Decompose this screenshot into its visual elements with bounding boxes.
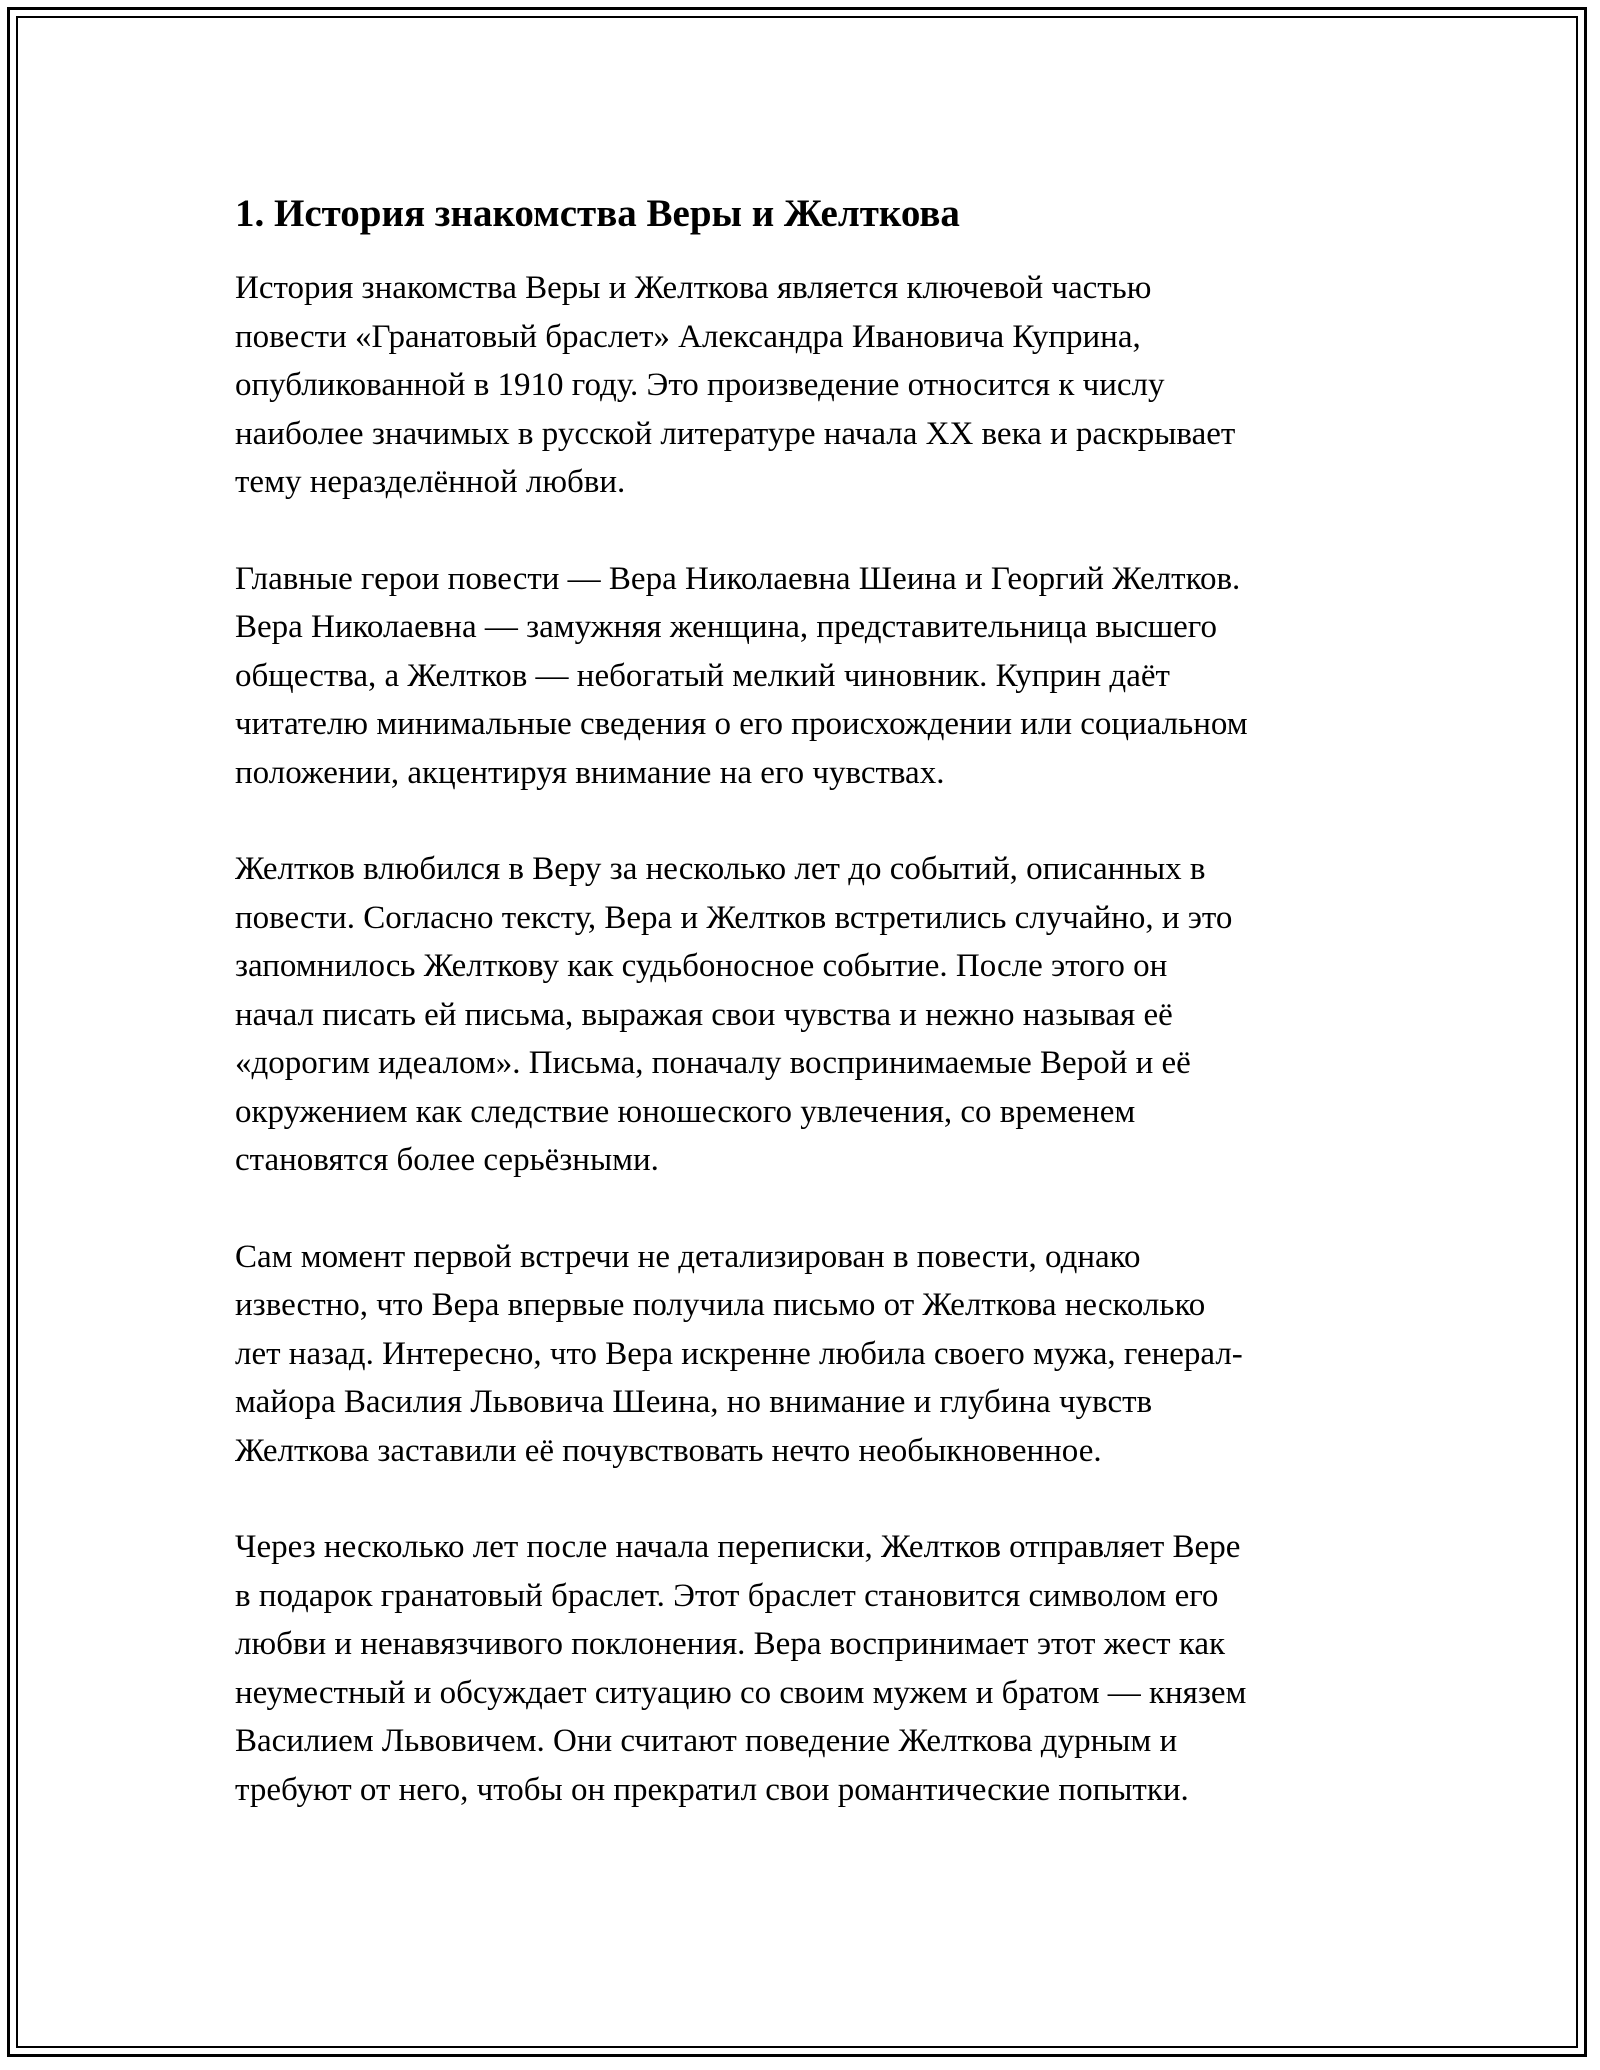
text-line: общества, а Желтков — небогатый мелкий чиновник. Куприн даёт xyxy=(235,657,1170,694)
text-line: История знакомства Веры и Желткова является ключевой частью xyxy=(235,270,1152,306)
text-line: Вера Николаевна — замужняя женщина, представительница высшего xyxy=(235,609,1218,645)
text-line: Желтков влюбился в Веру за несколько лет до событий, описанных в xyxy=(235,851,1206,887)
document-body xyxy=(235,188,1395,1862)
text-line: окружением как следствие юношеского увлечения, со временем xyxy=(235,1093,1136,1130)
text-line: повести «Гранатовый браслет» Александра Ивановича Куприна, xyxy=(235,318,1141,355)
text-line: наиболее значимых в русской литературе начала XX века и раскрывает xyxy=(235,415,1236,452)
text-line: Сам момент первой встречи не детализирован в повести, однако xyxy=(235,1238,1141,1275)
text-line: запомнилось Желткову как судьбоносное событие. После этого он xyxy=(235,948,1168,984)
text-line: становятся более серьёзными. xyxy=(235,1142,659,1178)
text-line: начал писать ей письма, выражая свои чувства и нежно называя её xyxy=(235,996,1173,1033)
text-line: Василием Львовичем. Они считают поведение Желткова дурным и xyxy=(235,1723,1178,1759)
text-line: в подарок гранатовый браслет. Этот браслет становится символом его xyxy=(235,1577,1219,1614)
text-line: тему неразделённой любви. xyxy=(235,464,626,500)
paragraph-2 xyxy=(235,555,1395,798)
text-line: повести. Согласно тексту, Вера и Желтков встретились случайно, и это xyxy=(235,899,1233,936)
paragraph-5 xyxy=(235,1523,1395,1814)
text-line: майора Василия Львовича Шеина, но внимание и глубина чувств xyxy=(235,1384,1153,1420)
text-line: известно, что Вера впервые получила письмо от Желткова несколько xyxy=(235,1287,1206,1323)
section-title: 1. История знакомства Веры и Желткова xyxy=(235,192,960,235)
text-line: любви и ненавязчивого поклонения. Вера воспринимает этот жест как xyxy=(235,1626,1226,1662)
text-line: требуют от него, чтобы он прекратил свои романтические попытки. xyxy=(235,1771,1189,1808)
text-line: Главные герои повести — Вера Николаевна Шеина и Георгий Желтков. xyxy=(235,560,1241,597)
text-line: Желткова заставили её почувствовать нечто необыкновенное. xyxy=(235,1432,1102,1469)
text-line: опубликованной в 1910 году. Это произведение относится к числу xyxy=(235,367,1165,403)
text-line: неуместный и обсуждает ситуацию со своим мужем и братом — князем xyxy=(235,1674,1247,1711)
text-line: читателю минимальные сведения о его происхождении или социальном xyxy=(235,706,1248,742)
text-line: лет назад. Интересно, что Вера искренне любила своего мужа, генерал- xyxy=(235,1335,1243,1372)
text-line: положении, акцентируя внимание на его чувствах. xyxy=(235,754,945,791)
paragraph-1 xyxy=(235,264,1395,507)
text-line: «дорогим идеалом». Письма, поначалу воспринимаемые Верой и её xyxy=(235,1045,1191,1081)
text-line: Через несколько лет после начала переписки, Желтков отправляет Вере xyxy=(235,1529,1241,1565)
paragraph-4 xyxy=(235,1233,1395,1476)
paragraph-3 xyxy=(235,845,1395,1185)
